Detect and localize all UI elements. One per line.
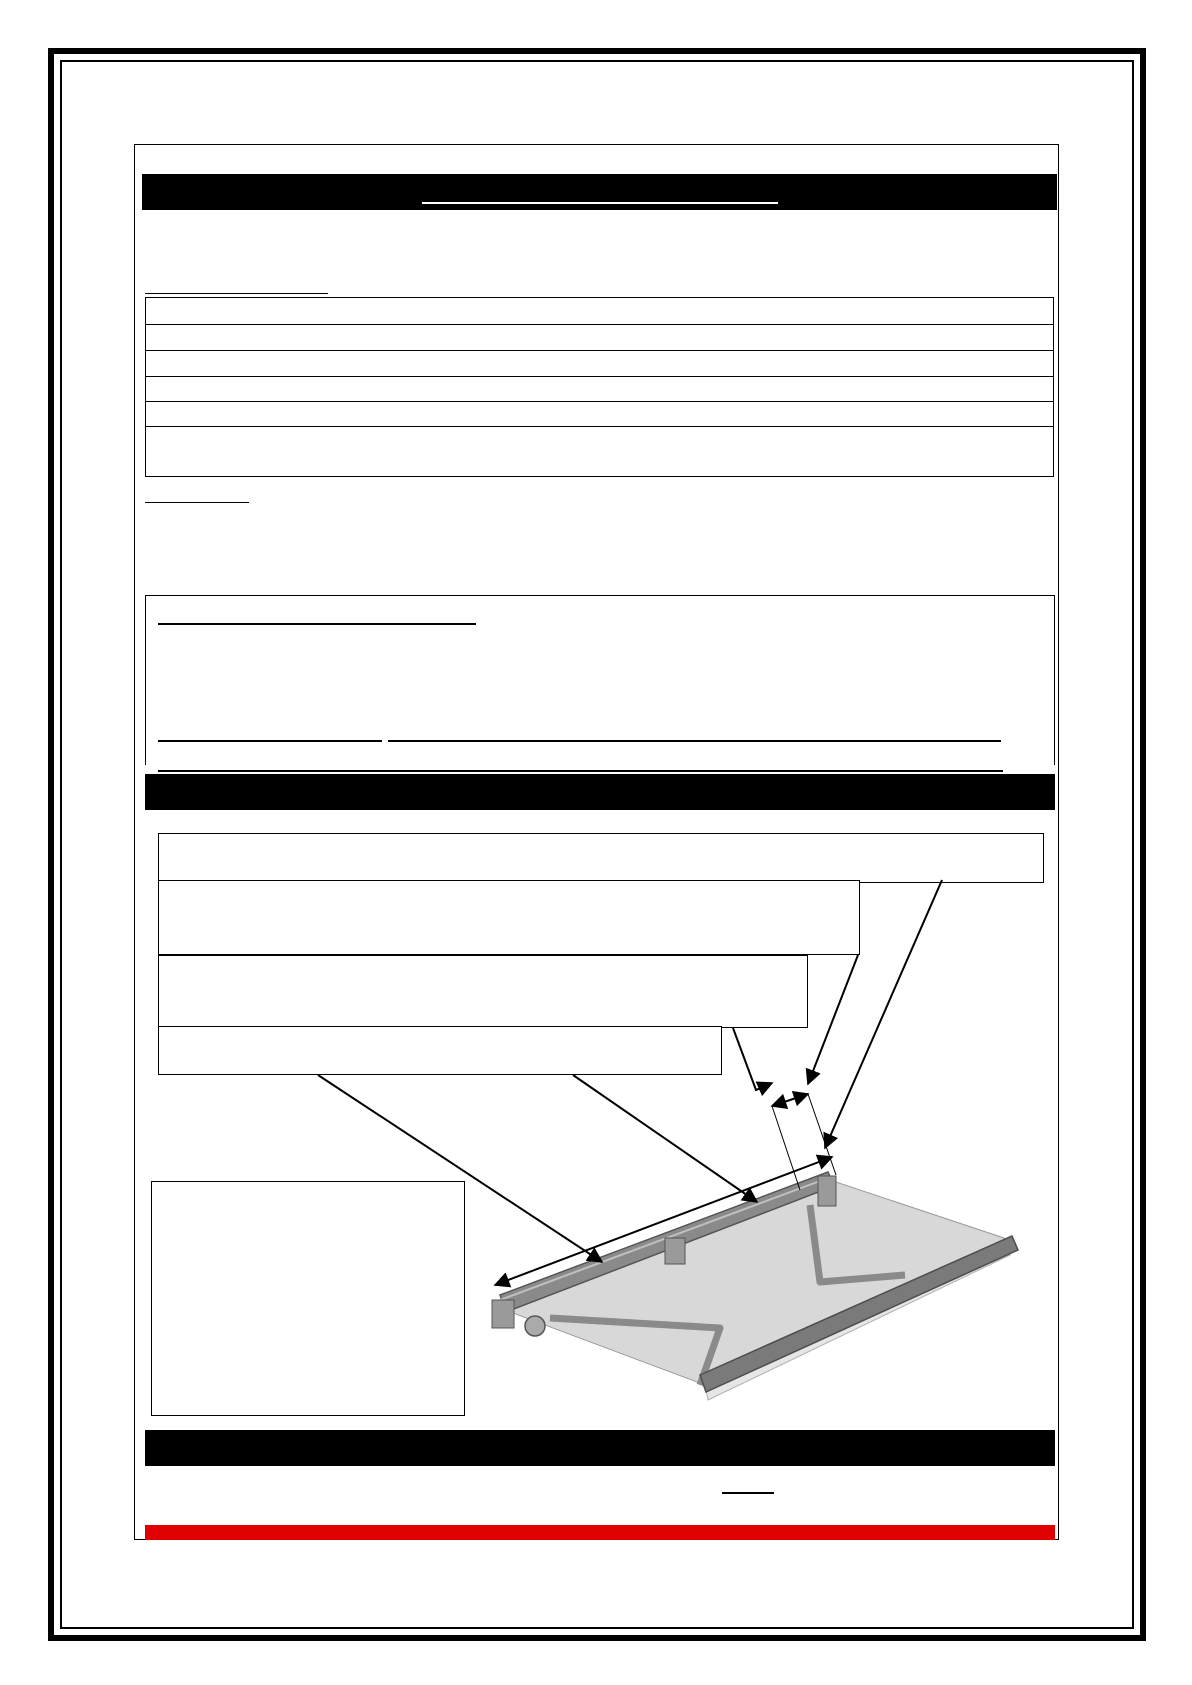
projection-dimension-arrow [772, 1094, 808, 1106]
wall-bracket-left [492, 1300, 514, 1328]
pointer-line-1 [825, 880, 942, 1148]
pointer-line-3 [733, 1028, 772, 1090]
pointer-line-2 [808, 955, 858, 1084]
footer-heading-bar [145, 1430, 1055, 1466]
red-accent-bar [145, 1525, 1055, 1540]
wall-bracket-right [818, 1176, 836, 1206]
pointer-line-5 [573, 1075, 757, 1202]
footer-underline [722, 1492, 774, 1494]
crank-gear [525, 1316, 545, 1336]
wall-bracket-mid [665, 1238, 685, 1264]
pointer-line-4 [318, 1075, 602, 1262]
